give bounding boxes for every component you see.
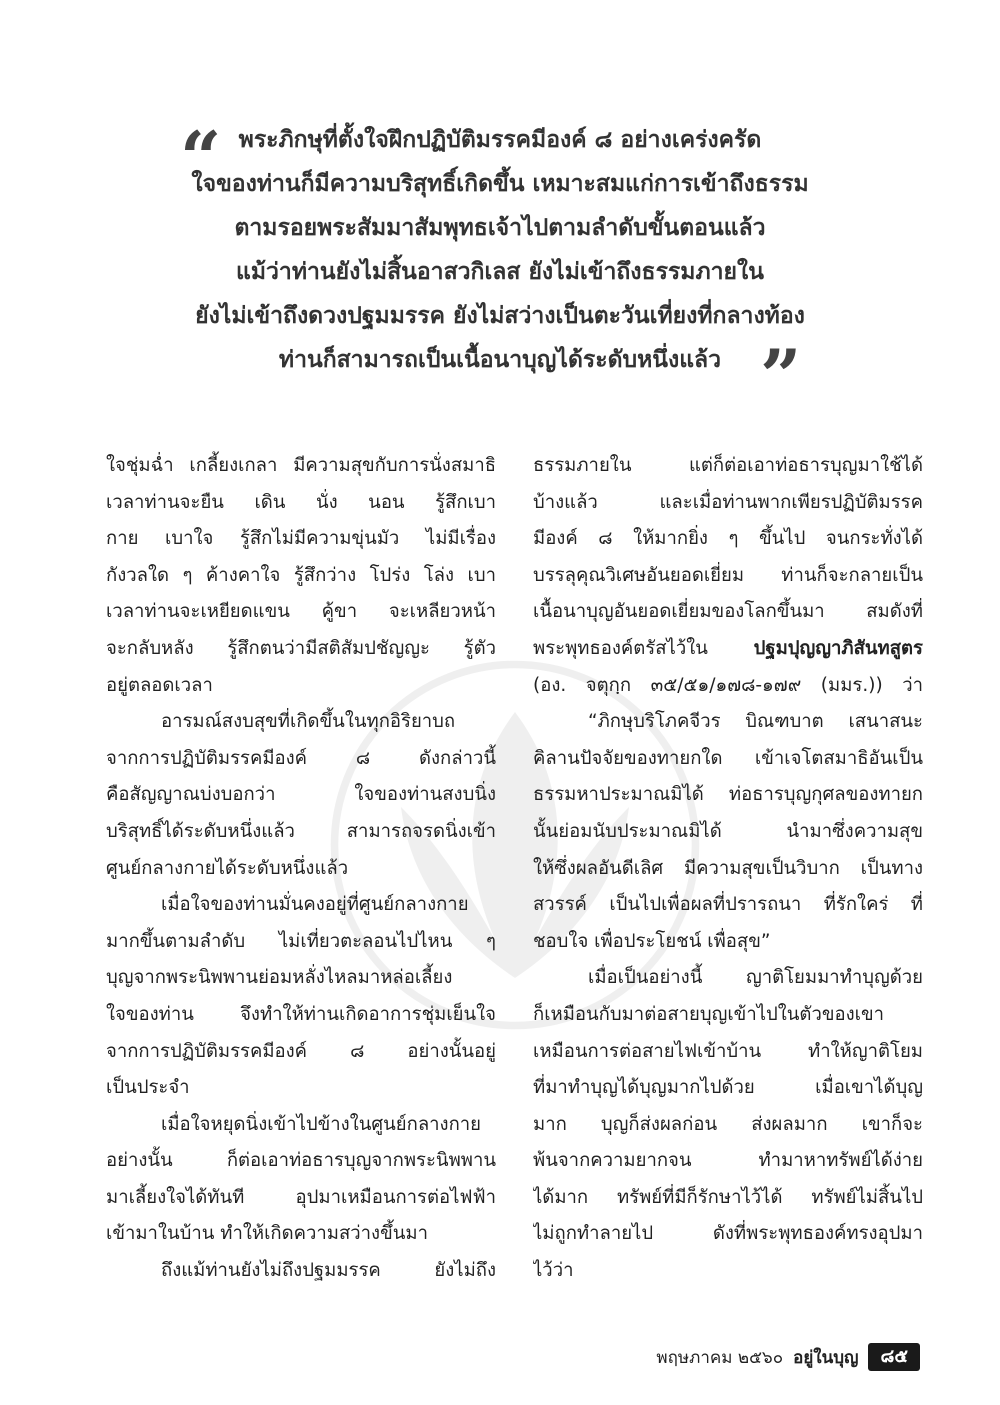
body-line: เป็นประจำ: [106, 1077, 190, 1099]
body-line: มาก บุญก็ส่งผลก่อน ส่งผลมาก เขาก็จะ: [533, 1113, 923, 1135]
body-line: อยู่ตลอดเวลา: [106, 674, 213, 696]
body-line: ธรรมหาประมาณมิได้ ท่อธารบุญกุศลของทายก: [533, 784, 923, 806]
body-line: บ้างแล้ว และเมื่อท่านพากเพียรปฏิบัติมรรค: [533, 491, 923, 513]
body-line: นั้นย่อมนับประมาณมิได้ นำมาซึ่งความสุข: [533, 820, 923, 842]
body-line: เหมือนการต่อสายไฟเข้าบ้าน ทำให้ญาติโยม: [533, 1040, 923, 1062]
body-line: มากขึ้นตามลำดับ ไม่เที่ยวตะลอนไปไหน ๆ: [106, 930, 496, 952]
page-number: ๘๕: [868, 1343, 920, 1371]
page-footer: [656, 1343, 920, 1371]
body-line: ไว้ว่า: [533, 1260, 574, 1282]
open-quote-mark: “: [180, 115, 222, 200]
body-line: จะกลับหลัง รู้สึกตนว่ามีสติสัมปชัญญะ รู้ตัว: [106, 637, 496, 659]
body-line-with-sutta: [533, 631, 923, 668]
close-quote-mark: ”: [760, 333, 802, 418]
body-line: สวรรค์ เป็นไปเพื่อผลที่ปรารถนา ที่รักใคร่ ที่: [533, 894, 923, 916]
body-line: จากการปฏิบัติมรรคมีองค์ ๘ อย่างนั้นอยู่: [106, 1040, 496, 1062]
body-line: ให้ซึ่งผลอันดีเลิศ มีความสุขเป็นวิบาก เป็นทาง: [533, 857, 923, 879]
issue-date: พฤษภาคม ๒๕๖๐: [656, 1347, 784, 1368]
body-line: เมื่อใจหยุดนิ่งเข้าไปข้างในศูนย์กลางกาย: [161, 1113, 482, 1135]
body-line: เวลาท่านจะเหยียดแขน คู้ขา จะเหลียวหน้า: [106, 601, 496, 623]
pull-quote-line: พระภิกษุที่ตั้งใจฝึกปฏิบัติมรรคมีองค์ ๘ อย่างเคร่งครัด: [238, 127, 762, 153]
pull-quote: [150, 115, 850, 382]
body-line: ก็เหมือนกับมาต่อสายบุญเข้าไปในตัวของเขา: [533, 1003, 884, 1025]
body-line: เมื่อใจของท่านมั่นคงอยู่ที่ศูนย์กลางกาย: [161, 894, 469, 916]
body-line: อย่างนั้น ก็ต่อเอาท่อธารบุญจากพระนิพพาน: [106, 1150, 496, 1172]
body-line: พ้นจากความยากจน ทำมาหาทรัพย์ได้ง่าย: [533, 1150, 923, 1172]
body-line: จากการปฏิบัติมรรคมีองค์ ๘ ดังกล่าวนี้: [106, 747, 496, 769]
body-line: ใจชุ่มฉ่ำ เกลี้ยงเกลา มีความสุขกับการนั่งสมาธิ: [106, 455, 496, 476]
body-line: ที่มาทำบุญได้บุญมากไปด้วย เมื่อเขาได้บุญ: [533, 1077, 923, 1099]
body-line: บริสุทธิ์ได้ระดับหนึ่งแล้ว สามารถจรดนิ่งเข้า: [106, 820, 496, 842]
body-line: เวลาท่านจะยืน เดิน นั่ง นอน รู้สึกเบา: [106, 491, 496, 513]
body-line: ธรรมภายใน แต่ก็ต่อเอาท่อธารบุญมาใช้ได้: [533, 455, 923, 476]
body-line: ศูนย์กลางกายได้ระดับหนึ่งแล้ว: [106, 857, 349, 879]
body-line: “ภิกษุบริโภคจีวร บิณฑบาต เสนาสนะ: [588, 711, 923, 733]
body-line: เข้ามาในบ้าน ทำให้เกิดความสว่างขึ้นมา: [106, 1223, 428, 1245]
pull-quote-line: แม้ว่าท่านยังไม่สิ้นอาสวกิเลส ยังไม่เข้าถึงธรรมภายใน: [236, 259, 764, 285]
pull-quote-line: ตามรอยพระสัมมาสัมพุทธเจ้าไปตามลำดับขั้นตอนแล้ว: [234, 215, 766, 241]
body-line: คิลานปัจจัยของทายกใด เข้าเจโตสมาธิอันเป็น: [533, 747, 923, 769]
body-line: มาเลี้ยงใจได้ทันที อุปมาเหมือนการต่อไฟฟ้า: [106, 1186, 496, 1208]
body-line: ถึงแม้ท่านยังไม่ถึงปฐมมรรค ยังไม่ถึง: [161, 1260, 496, 1282]
body-line: กาย เบาใจ รู้สึกไม่มีความขุ่นมัว ไม่มีเรื่อง: [106, 528, 496, 550]
right-column: [533, 448, 923, 1290]
pull-quote-line: ท่านก็สามารถเป็นเนื้อนาบุญได้ระดับหนึ่งแล้ว: [278, 347, 722, 373]
body-line: คือสัญญาณบ่งบอกว่า ใจของท่านสงบนิ่ง: [106, 784, 496, 806]
body-line: บรรลุคุณวิเศษอันยอดเยี่ยม ท่านก็จะกลายเป็น: [533, 564, 923, 586]
body-line: มีองค์ ๘ ให้มากยิ่ง ๆ ขึ้นไป จนกระทั่งได้: [533, 528, 923, 550]
body-line: ชอบใจ เพื่อประโยชน์ เพื่อสุข”: [533, 930, 771, 952]
body-line: อารมณ์สงบสุขที่เกิดขึ้นในทุกอิริยาบถ: [161, 711, 456, 733]
body-line: ใจของท่าน จึงทำให้ท่านเกิดอาการชุ่มเย็นใจ: [106, 1003, 496, 1025]
left-column: [106, 448, 496, 1290]
body-line: บุญจากพระนิพพานย่อมหลั่งไหลมาหล่อเลี้ยง: [106, 967, 453, 989]
body-line: ไม่ถูกทำลายไป ดังที่พระพุทธองค์ทรงอุปมา: [533, 1223, 923, 1245]
body-line: (อง. จตุกฺก ๓๕/๕๑/๑๗๘-๑๗๙ (มมร.)) ว่า: [533, 674, 923, 696]
body-line: เนื้อนาบุญอันยอดเยี่ยมของโลกขึ้นมา สมดังที่: [533, 601, 923, 623]
pull-quote-line: ยังไม่เข้าถึงดวงปฐมมรรค ยังไม่สว่างเป็นตะวันเที่ยงที่กลางท้อง: [195, 303, 805, 329]
pull-quote-line: ใจของท่านก็มีความบริสุทธิ์เกิดขึ้น เหมาะสมแก่การเข้าถึงธรรม: [191, 171, 809, 197]
magazine-name: อยู่ในบุญ: [793, 1347, 859, 1368]
body-text: พระพุทธองค์ตรัสไว้ใน: [533, 637, 754, 659]
body-line: กังวลใด ๆ ค้างคาใจ รู้สึกว่าง โปร่ง โล่ง เบา: [106, 564, 496, 586]
sutta-title: ปฐมปุญญาภิสันทสูตร: [753, 637, 923, 659]
body-line: ได้มาก ทรัพย์ที่มีก็รักษาไว้ได้ ทรัพย์ไม่สิ้นไป: [533, 1186, 923, 1208]
body-line: เมื่อเป็นอย่างนี้ ญาติโยมมาทำบุญด้วย: [588, 967, 923, 989]
